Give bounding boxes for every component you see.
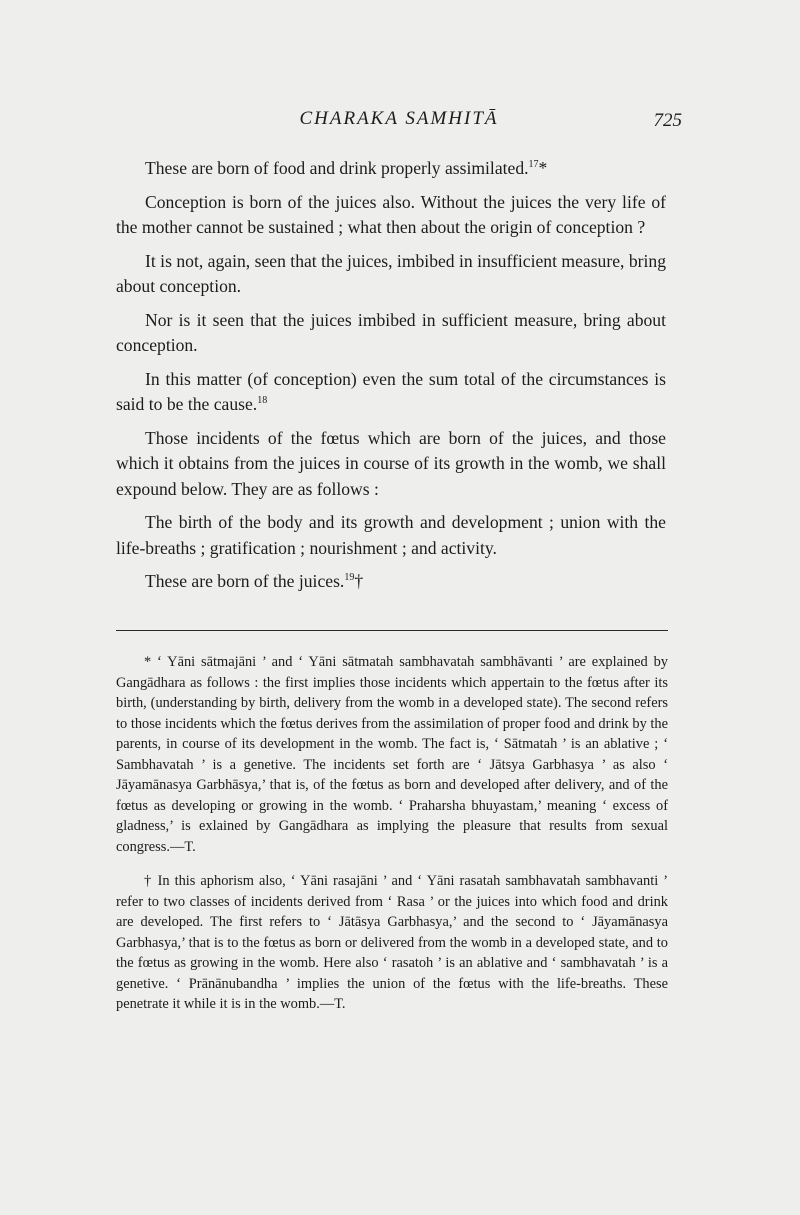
paragraph: It is not, again, seen that the juices, imbibed in insufficient measure, bring about conception. [116, 250, 666, 296]
paragraph: Those incidents of the fœtus which are born of the juices, and those which it obtains from the juices in course of its growth in the womb, we shall expound below. They are as follows : [116, 427, 666, 499]
footnote-divider [116, 630, 668, 631]
footnote-marker: * [538, 158, 548, 178]
footnote-marker: † [354, 571, 364, 591]
paragraph: Conception is born of the juices also. Without the juices the very life of the mother cannot be sustained ; what then about the origin of conception ? [116, 191, 666, 237]
footnote: † In this aphorism also, ‘ Yāni rasajāni ’ and ‘ Yāni rasatah sambhavatah sambhavanti ’ refer to two classes of incidents derived from ‘ Rasa ’ or the juices into which food and drink are developed. The first refers to ‘ Jātāsya Garbhasya,’ and the second to ‘ Jāyamānasya Garbhasya,’ that is to the fœtus as born or delivered from the womb in a developed state, and to the fœtus as growing in the womb. Here also ‘ rasatoh ’ is an ablative and ‘ sambhavatah ’ is a genetive. ‘ Prānānubandha ’ implies the union of the fœtus with the life-breaths. These penetrate it while it is in the womb.—T. [116, 873, 668, 1012]
paragraph-text: These are born of food and drink properly assimilated. [145, 158, 529, 178]
paragraph-text: In this matter (of conception) even the sum total of the circumstances is said to be the cause. [116, 368, 666, 414]
footnotes [116, 652, 668, 1029]
paragraph: The birth of the body and its growth and development ; union with the life-breaths ; gratification ; nourishment ; and activity. [116, 512, 666, 558]
page-number: 725 [653, 110, 682, 131]
body-text [116, 156, 666, 603]
paragraph [116, 569, 666, 595]
paragraph-text: These are born of the juices. [145, 571, 345, 591]
running-title: CHARAKA SAMHITĀ [299, 108, 499, 129]
paragraph [116, 156, 666, 182]
note-ref: 17 [528, 159, 539, 171]
paragraph [116, 367, 666, 418]
note-ref: 19 [344, 572, 355, 584]
paragraph: Nor is it seen that the juices imbibed in sufficient measure, bring about conception. [116, 309, 666, 355]
footnote: * ‘ Yāni sātmajāni ’ and ‘ Yāni sātmatah sambhavatah sambhāvanti ’ are explained by Gangādhara as follows : the first implies those incidents which appertain to the fœtus after its birth, (understanding by birth, delivery from the womb in a developed state). The second refers to those incidents which the fœtus derives from the assimilation of proper food and drink by the parents, in course of its development in the womb. The fact is, ‘ Sātmatah ’ is an ablative ; ‘ Sambhavatah ’ is a genetive. The incidents set forth are ‘ Jātsya Garbhasya ’ as also ‘ Jāyamānasya Garbhāsya,’ that is, of the fœtus as born and developed after delivery, and of the fœtus as developing or growing in the womb. ‘ Praharsha bhuyastam,’ meaning ‘ excess of gladness,’ is exlained by Gangādhara as implying the pleasure that results from sexual congress.—T. [116, 654, 668, 855]
note-ref: 18 [257, 395, 268, 407]
running-head [116, 108, 682, 138]
